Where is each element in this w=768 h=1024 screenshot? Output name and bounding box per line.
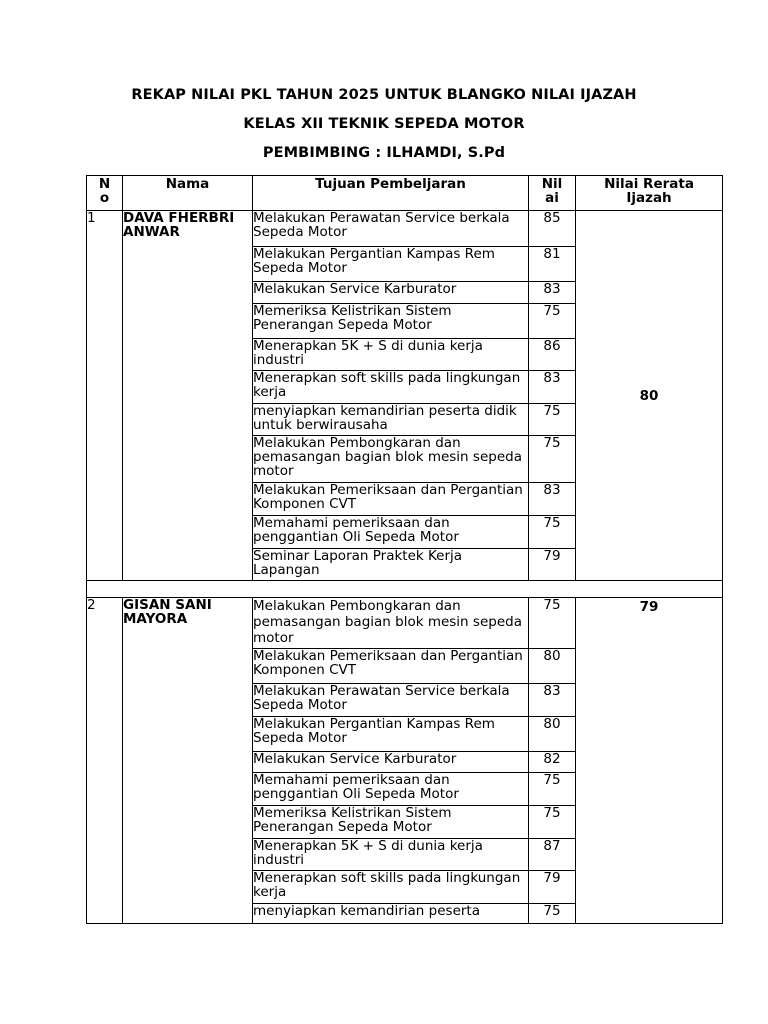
document-title: REKAP NILAI PKL TAHUN 2025 UNTUK BLANGKO NILAI IJAZAH [131,87,637,103]
grade-value: 80 [529,649,576,684]
learning-objective: Menerapkan soft skills pada lingkungan kerja [253,871,529,904]
grade-value: 75 [529,436,576,483]
grade-value: 83 [529,371,576,404]
grade-value: 75 [529,904,576,924]
learning-objective: Memeriksa Kelistrikan Sistem Penerangan Sepeda Motor [253,304,529,339]
student-name: GISAN SANI MAYORA [123,598,253,924]
student-number: 1 [87,211,123,581]
grade-value: 81 [529,247,576,282]
learning-objective: Melakukan Service Karburator [253,752,529,773]
grade-value: 75 [529,304,576,339]
learning-objective: Menerapkan 5K + S di dunia kerja industri [253,339,529,371]
supervisor-title: PEMBIMBING : ILHAMDI, S.Pd [262,145,506,161]
learning-objective: Seminar Laporan Praktek Kerja Lapangan [253,549,529,581]
average-grade: 79 [576,598,723,924]
learning-objective: Melakukan Pembongkaran dan pemasangan bagian blok mesin sepeda motor [253,598,529,649]
col-header-nilai: Nil ai [529,176,576,211]
learning-objective: Menerapkan soft skills pada lingkungan kerja [253,371,529,404]
col-header-rerata: Nilai Rerata Ijazah [576,176,723,211]
col-header-no: N o [87,176,123,211]
learning-objective: Memahami pemeriksaan dan penggantian Oli Sepeda Motor [253,516,529,549]
grade-value: 83 [529,483,576,516]
grade-value: 75 [529,806,576,839]
learning-objective: Melakukan Pergantian Kampas Rem Sepeda Motor [253,247,529,282]
student-name: DAVA FHERBRI ANWAR [123,211,253,581]
learning-objective: Melakukan Pemeriksaan dan Pergantian Komponen CVT [253,483,529,516]
col-header-tujuan: Tujuan Pembeljaran [253,176,529,211]
grade-value: 85 [529,211,576,247]
learning-objective: Menerapkan 5K + S di dunia kerja industri [253,839,529,871]
grade-value: 87 [529,839,576,871]
grade-value: 79 [529,549,576,581]
grade-value: 75 [529,598,576,649]
class-title: KELAS XII TEKNIK SEPEDA MOTOR [243,116,525,132]
grade-value: 75 [529,773,576,806]
table-row [87,211,723,247]
grade-value: 83 [529,684,576,717]
table-header-row [87,176,723,211]
learning-objective: Melakukan Perawatan Service berkala Sepeda Motor [253,684,529,717]
learning-objective: menyiapkan kemandirian peserta [253,904,529,924]
student-number: 2 [87,598,123,924]
learning-objective: Memahami pemeriksaan dan penggantian Oli Sepeda Motor [253,773,529,806]
col-header-nama: Nama [123,176,253,211]
table-row [87,598,723,649]
grade-value: 86 [529,339,576,371]
learning-objective: Melakukan Pemeriksaan dan Pergantian Komponen CVT [253,649,529,684]
grade-value: 82 [529,752,576,773]
learning-objective: Melakukan Pergantian Kampas Rem Sepeda Motor [253,717,529,752]
learning-objective: menyiapkan kemandirian peserta didik untuk berwirausaha [253,404,529,436]
learning-objective: Melakukan Pembongkaran dan pemasangan bagian blok mesin sepeda motor [253,436,529,483]
learning-objective: Melakukan Service Karburator [253,282,529,304]
grade-value: 79 [529,871,576,904]
spacer-cell [87,581,723,598]
spacer-row [87,581,723,598]
grades-table [86,175,723,924]
grade-value: 83 [529,282,576,304]
learning-objective: Melakukan Perawatan Service berkala Sepeda Motor [253,211,529,247]
grade-value: 75 [529,404,576,436]
grade-value: 80 [529,717,576,752]
grade-value: 75 [529,516,576,549]
learning-objective: Memeriksa Kelistrikan Sistem Penerangan Sepeda Motor [253,806,529,839]
average-grade: 80 [576,211,723,581]
